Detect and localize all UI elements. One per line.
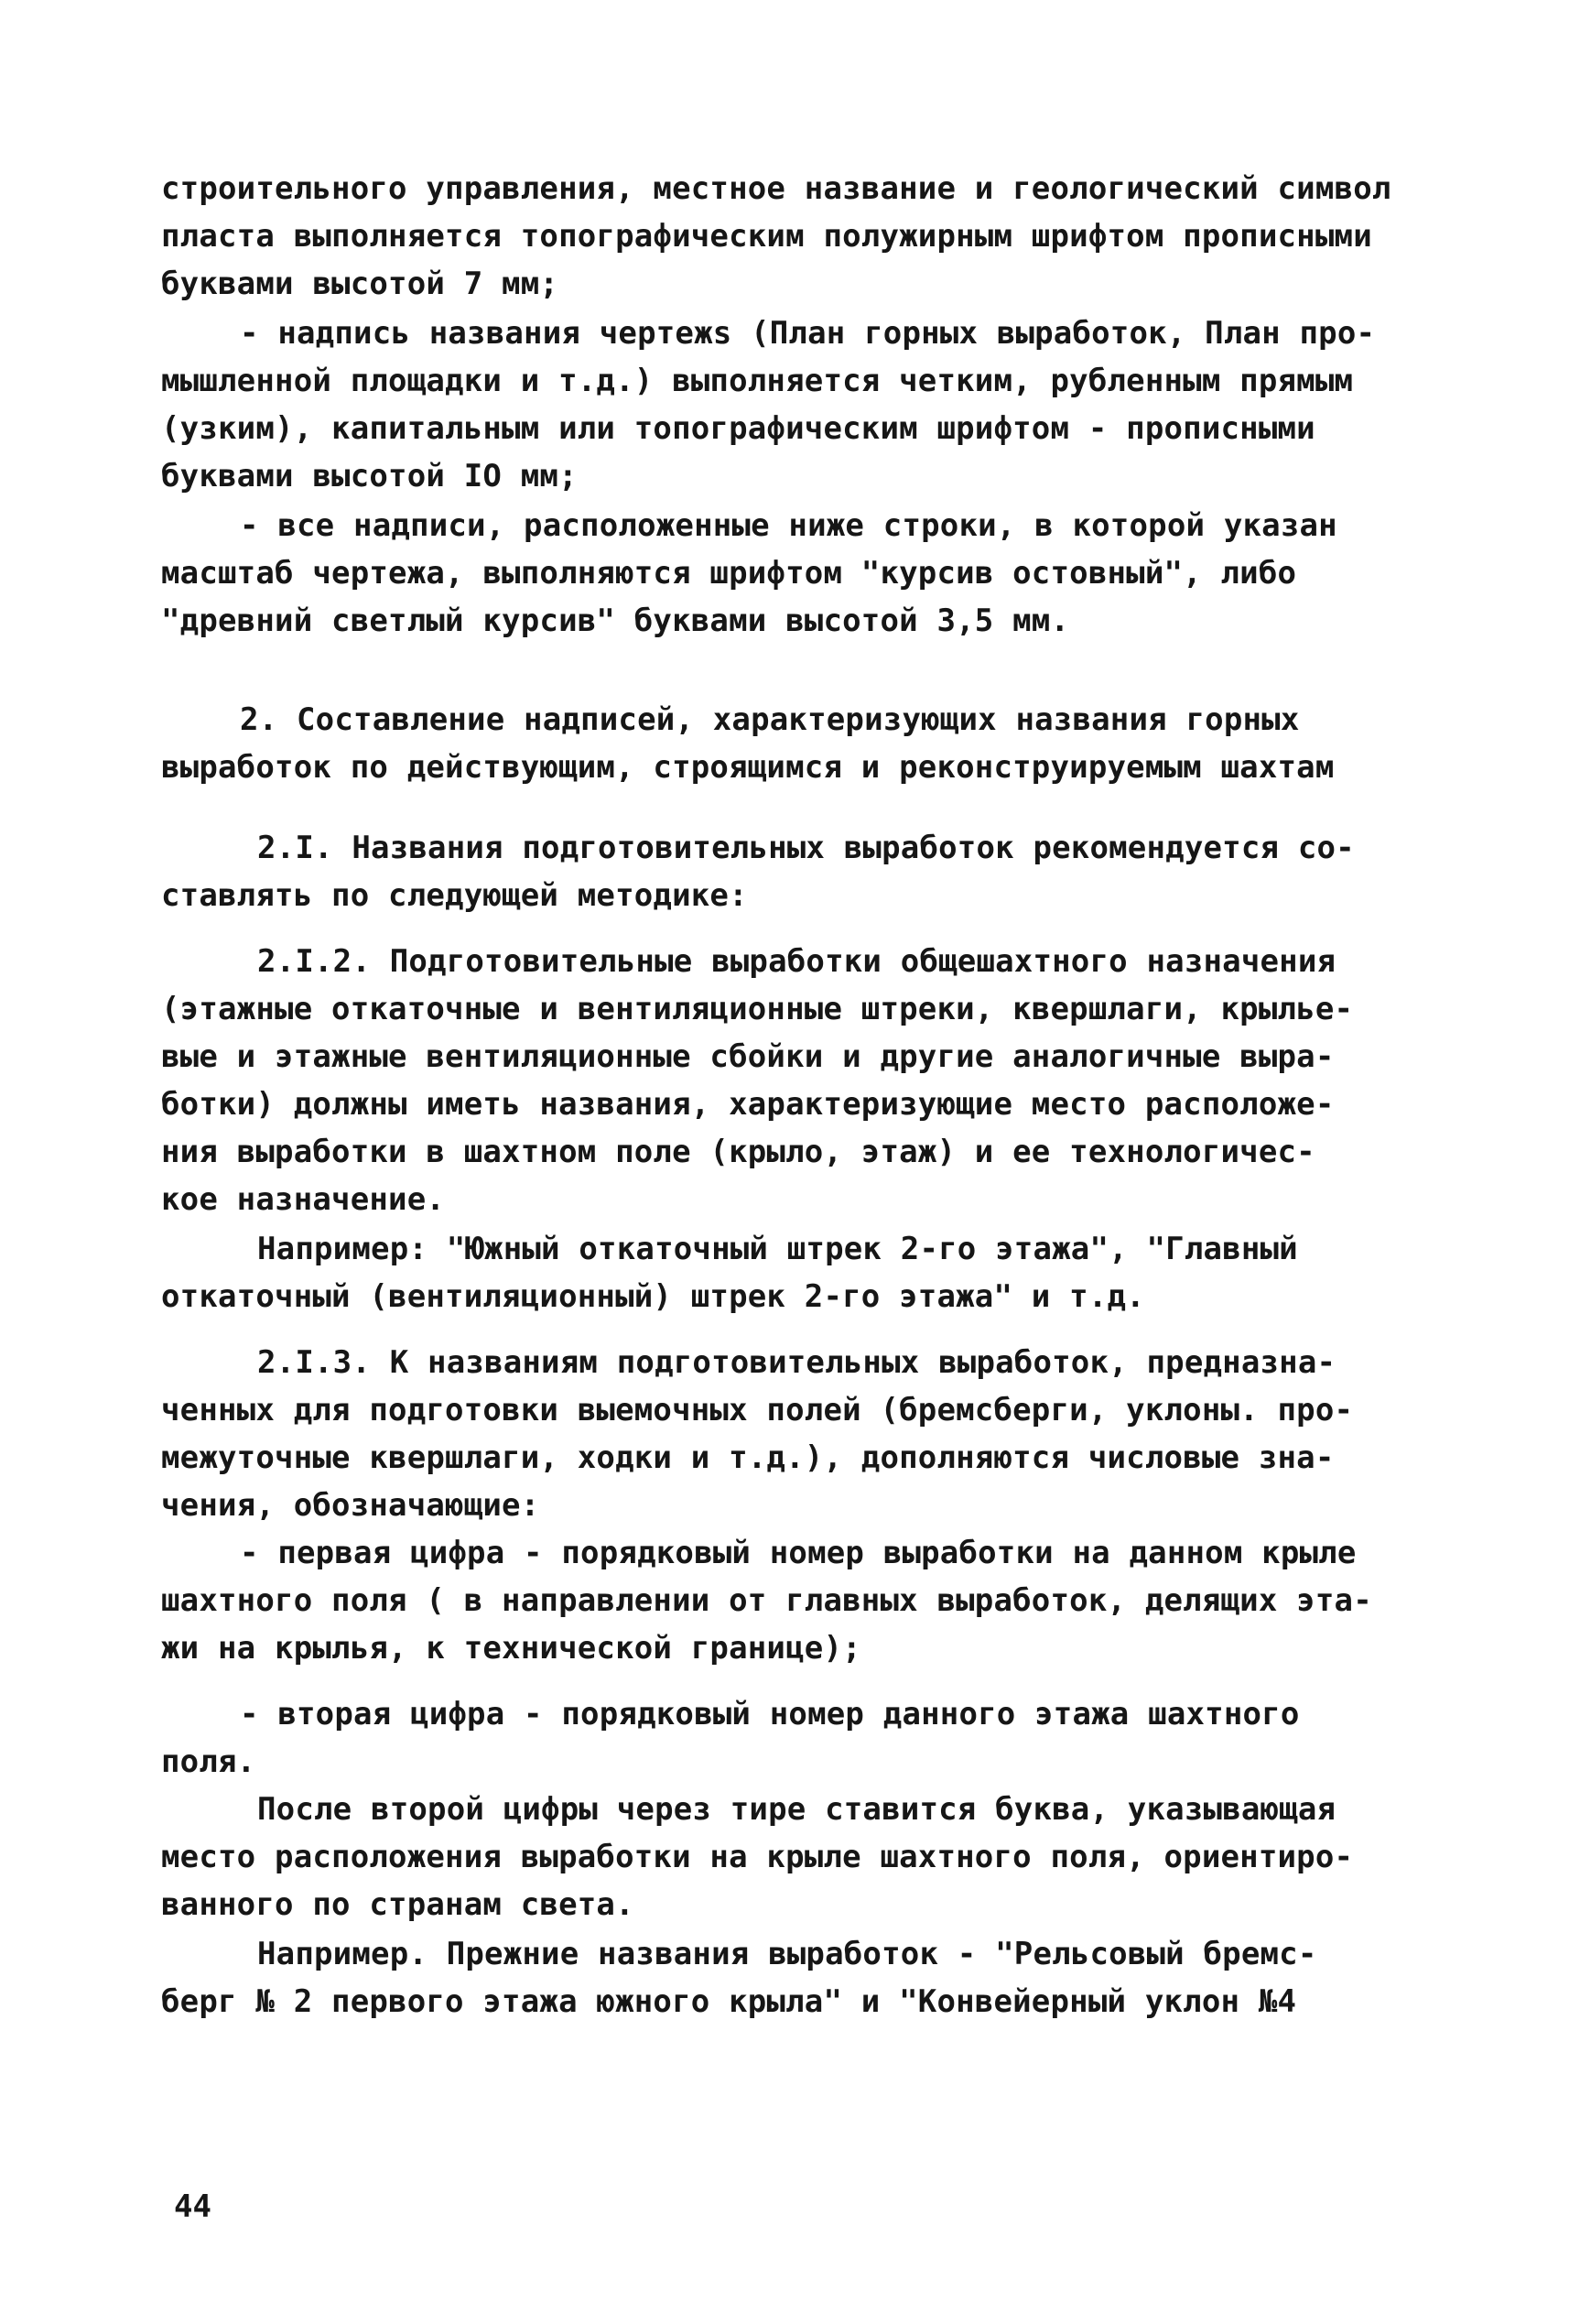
section-heading-2 [161, 696, 1452, 791]
text-line: - все надписи, расположенные ниже строки, в которой указан [240, 507, 1337, 544]
paragraph-example-2 [161, 1930, 1452, 2025]
text-line: Например. Прежние названия выработок - "Рельсовый бремс- [257, 1936, 1317, 1972]
text-line: буквами высотой IO мм; [161, 458, 578, 494]
paragraph-example-1 [161, 1225, 1452, 1320]
text-line: буквами высотой 7 мм; [161, 266, 559, 302]
text-line: - первая цифра - порядковый номер выработки на данном крыле [240, 1535, 1357, 1571]
paragraph-inscriptions-below-scale [161, 502, 1452, 645]
paragraph-letter-direction [161, 1786, 1452, 1928]
text-line: 2.I.2. Подготовительные выработки общешахтного назначения [257, 943, 1336, 980]
text-line: Например: "Южный откаточный штрек 2-го этажа", "Главный [257, 1231, 1298, 1267]
paragraph-second-digit [161, 1690, 1452, 1786]
text-line: жи на крылья, к технической границе); [161, 1630, 861, 1667]
paragraph-2-1-2 [161, 938, 1452, 1223]
text-line: ботки) должны иметь названия, характеризующие место расположе- [161, 1086, 1335, 1123]
text-line: место расположения выработки на крыле шахтного поля, ориентиро- [161, 1839, 1354, 1875]
text-line: ставлять по следующей методике: [161, 877, 748, 914]
paragraph-2-1-3 [161, 1339, 1452, 1529]
text-line: мышленной площадки и т.д.) выполняется четким, рубленным прямым [161, 363, 1354, 399]
text-line: берг № 2 первого этажа южного крыла" и "Конвейерный уклон №4 [161, 1983, 1297, 2020]
text-line: 2.I. Названия подготовительных выработок рекомендуется со- [257, 830, 1355, 866]
text-line: откаточный (вентиляционный) штрек 2-го этажа" и т.д. [161, 1278, 1145, 1315]
text-line: строительного управления, местное название и геологический символ [161, 170, 1391, 207]
text-line: ченных для подготовки выемочных полей (бремсберги, уклоны. про- [161, 1392, 1354, 1428]
paragraph-drawing-title [161, 310, 1452, 500]
paragraph-font-requirements [161, 165, 1452, 308]
text-line: масштаб чертежа, выполняются шрифтом "курсив остовный", либо [161, 555, 1297, 592]
text-line: вые и этажные вентиляционные сбойки и другие аналогичные выра- [161, 1038, 1335, 1075]
section-heading-line: выработок по действующим, строящимся и реконструируемым шахтам [161, 749, 1335, 786]
paragraph-first-digit [161, 1529, 1452, 1672]
text-line: ния выработки в шахтном поле (крыло, этаж) и ее технологичес- [161, 1134, 1315, 1170]
text-line: шахтного поля ( в направлении от главных выработок, делящих эта- [161, 1582, 1372, 1619]
section-heading-line: 2. Составление надписей, характеризующих названия горных [240, 701, 1300, 738]
text-line: - вторая цифра - порядковый номер данного этажа шахтного [240, 1696, 1300, 1732]
text-line: чения, обозначающие: [161, 1487, 540, 1524]
text-line: поля. [161, 1743, 256, 1780]
text-line: (узким), капитальным или топографическим шрифтом - прописными [161, 410, 1315, 447]
text-line: кое назначение. [161, 1181, 446, 1218]
text-line: "древний светлый курсив" буквами высотой 3,5 мм. [161, 603, 1070, 639]
page-number: 44 [174, 2188, 211, 2225]
text-line: 2.I.3. К названиям подготовительных выработок, предназна- [257, 1344, 1336, 1381]
text-line: (этажные откаточные и вентиляционные штреки, квершлаги, крылье- [161, 991, 1354, 1027]
text-line: ванного по странам света. [161, 1886, 634, 1923]
text-line: межуточные квершлаги, ходки и т.д.), дополняются числовые зна- [161, 1439, 1335, 1476]
text-line: После второй цифры через тире ставится буква, указывающая [257, 1791, 1336, 1828]
paragraph-2-1 [161, 824, 1452, 919]
text-line: - надпись названия чертежs (План горных выработок, План про- [240, 315, 1376, 352]
text-line: пласта выполняется топографическим полужирным шрифтом прописными [161, 218, 1372, 255]
